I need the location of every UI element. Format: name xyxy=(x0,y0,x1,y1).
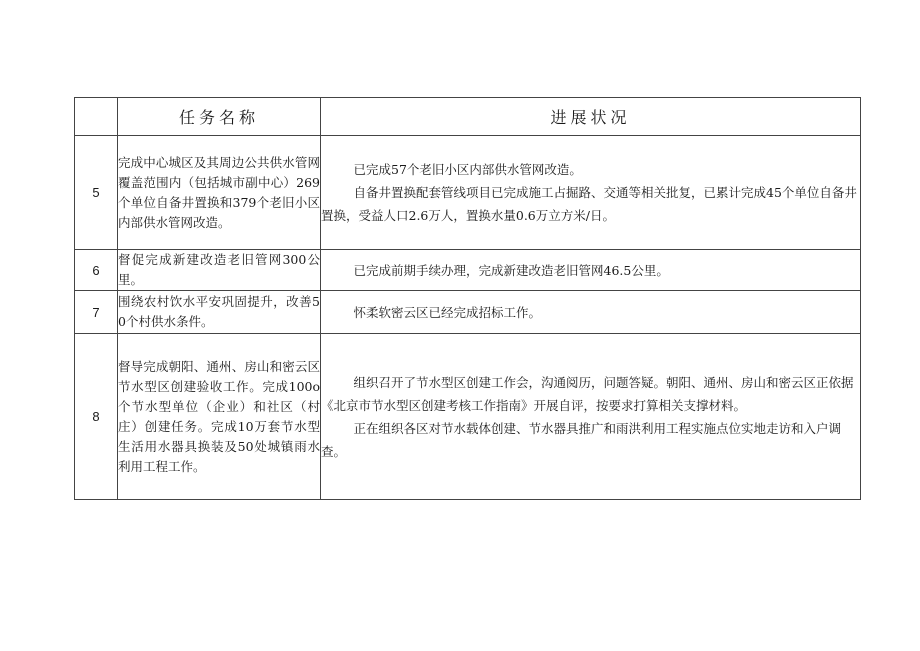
table-header-row xyxy=(75,98,861,136)
task-cell: 完成中心城区及其周边公共供水管网覆盖范围内（包括城市副中心）269个单位自备井置换和379个老旧小区内部供水管网改造。 xyxy=(118,136,321,250)
task-cell: 督促完成新建改造老旧管网300公里。 xyxy=(118,250,321,291)
progress-paragraph: 已完成前期手续办理，完成新建改造老旧管网46.5公里。 xyxy=(353,262,669,278)
progress-cell xyxy=(321,291,861,334)
number-column-header xyxy=(75,98,118,136)
row-number: 6 xyxy=(75,250,118,291)
row-number: 8 xyxy=(75,334,118,500)
progress-cell xyxy=(321,250,861,291)
progress-paragraph: 正在组织各区对节水载体创建、节水器具推广和雨洪利用工程实施点位实地走访和入户调查。 xyxy=(321,420,842,459)
table-row xyxy=(75,291,861,334)
table-row xyxy=(75,334,861,500)
progress-cell xyxy=(321,334,861,500)
progress-paragraph: 已完成57个老旧小区内部供水管网改造。 xyxy=(353,162,582,177)
row-number: 5 xyxy=(75,136,118,250)
progress-table xyxy=(74,97,861,500)
task-cell: 督导完成朝阳、通州、房山和密云区节水型区创建验收工作。完成100o个节水型单位（企业）和社区（村庄）创建任务。完成10万套节水型生活用水器具换装及50处城镇雨水利用工程工作。 xyxy=(118,334,321,500)
row-number: 7 xyxy=(75,291,118,334)
table-row xyxy=(75,250,861,291)
progress-paragraph: 自备井置换配套管线项目已完成施工占掘路、交通等相关批复，已累计完成45个单位自备井置换，受益人口2.6万人，置换水量0.6万立方米/日。 xyxy=(321,185,857,223)
table-row xyxy=(75,136,861,250)
progress-column-header: 进展状况 xyxy=(321,98,861,136)
progress-cell xyxy=(321,136,861,250)
task-cell: 围绕农村饮水平安巩固提升，改善50个村供水条件。 xyxy=(118,291,321,334)
progress-paragraph: 怀柔软密云区已经完成招标工作。 xyxy=(353,304,542,320)
task-name-column-header: 任务名称 xyxy=(118,98,321,136)
progress-paragraph: 组织召开了节水型区创建工作会，沟通阅历，问题答疑。朝阳、通州、房山和密云区正依据《北京市节水型区创建考核工作指南》开展自评，按要求打算相关支撑材料。 xyxy=(321,374,854,413)
